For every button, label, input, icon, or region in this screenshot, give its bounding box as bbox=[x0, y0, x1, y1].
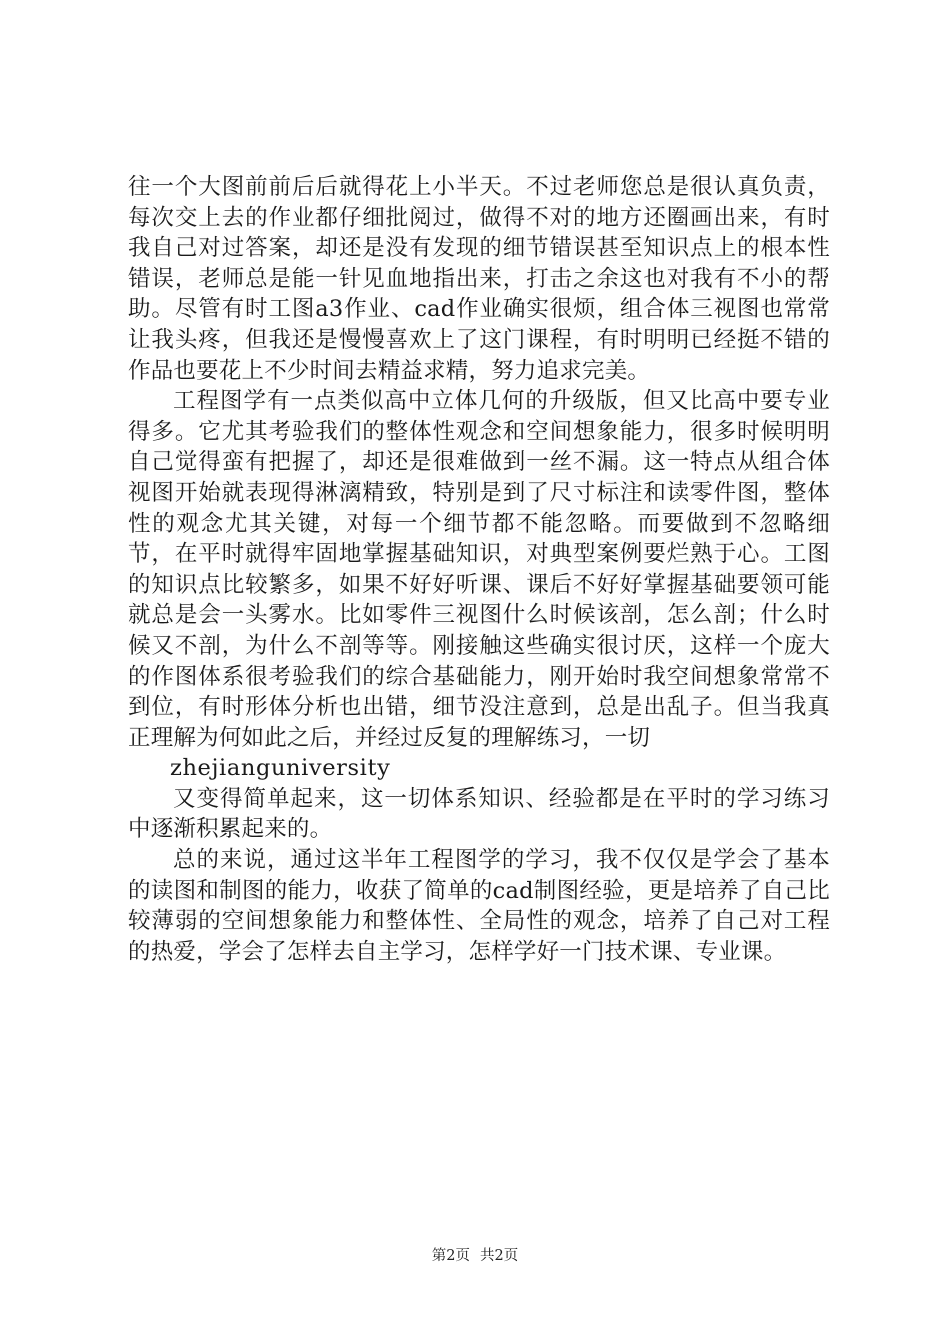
paragraph-summary: 总的来说，通过这半年工程图学的学习，我不仅仅是学会了基本的读图和制图的能力，收获了简单的cad制图经验，更是培养了自己比较薄弱的空间想象能力和整体性、全局性的观念，培养了自己对工程的热爱，学会了怎样去自主学习，怎样学好一门技术课、专业课。 bbox=[128, 847, 830, 965]
paragraph-continued: 往一个大图前前后后就得花上小半天。不过老师您总是很认真负责，每次交上去的作业都仔细批阅过，做得不对的地方还圈画出来，有时我自己对过答案，却还是没有发现的细节错误甚至知识点上的根本性错误，老师总是能一针见血地指出来，打击之余这也对我有不小的帮助。尽管有时工图a3作业、cad作业确实很烦，组合体三视图也常常让我头疼，但我还是慢慢喜欢上了这门课程，有时明明已经挺不错的作品也要花上不少时间去精益求精，努力追求完美。 bbox=[128, 174, 830, 384]
page-total: 共2页 bbox=[480, 1248, 519, 1264]
page-number: 第2页 bbox=[431, 1248, 470, 1264]
paragraph-accumulation: 又变得简单起来，这一切体系知识、经验都是在平时的学习练习中逐渐积累起来的。 bbox=[128, 785, 830, 843]
page-footer bbox=[0, 1244, 950, 1265]
watermark-text-line: zhejianguniversity bbox=[170, 755, 391, 782]
paragraph-engineering-drawing: 工程图学有一点类似高中立体几何的升级版，但又比高中要专业得多。它尤其考验我们的整体性观念和空间想象能力，很多时候明明自己觉得蛮有把握了，却还是很难做到一丝不漏。这一特点从组合体视图开始就表现得淋漓精致，特别是到了尺寸标注和读零件图，整体性的观念尤其关键，对每一个细节都不能忽略。而要做到不忽略细节，在平时就得牢固地掌握基础知识，对典型案例要烂熟于心。工图的知识点比较繁多，如果不好好听课、课后不好好掌握基础要领可能就总是会一头雾水。比如零件三视图什么时候该剖，怎么剖；什么时候又不剖，为什么不剖等等。刚接触这些确实很讨厌，这样一个庞大的作图体系很考验我们的综合基础能力，刚开始时我空间想象常常不到位，有时形体分析也出错，细节没注意到，总是出乱子。但当我真正理解为何如此之后，并经过反复的理解练习，一切 bbox=[128, 388, 830, 751]
document-body bbox=[128, 172, 830, 967]
